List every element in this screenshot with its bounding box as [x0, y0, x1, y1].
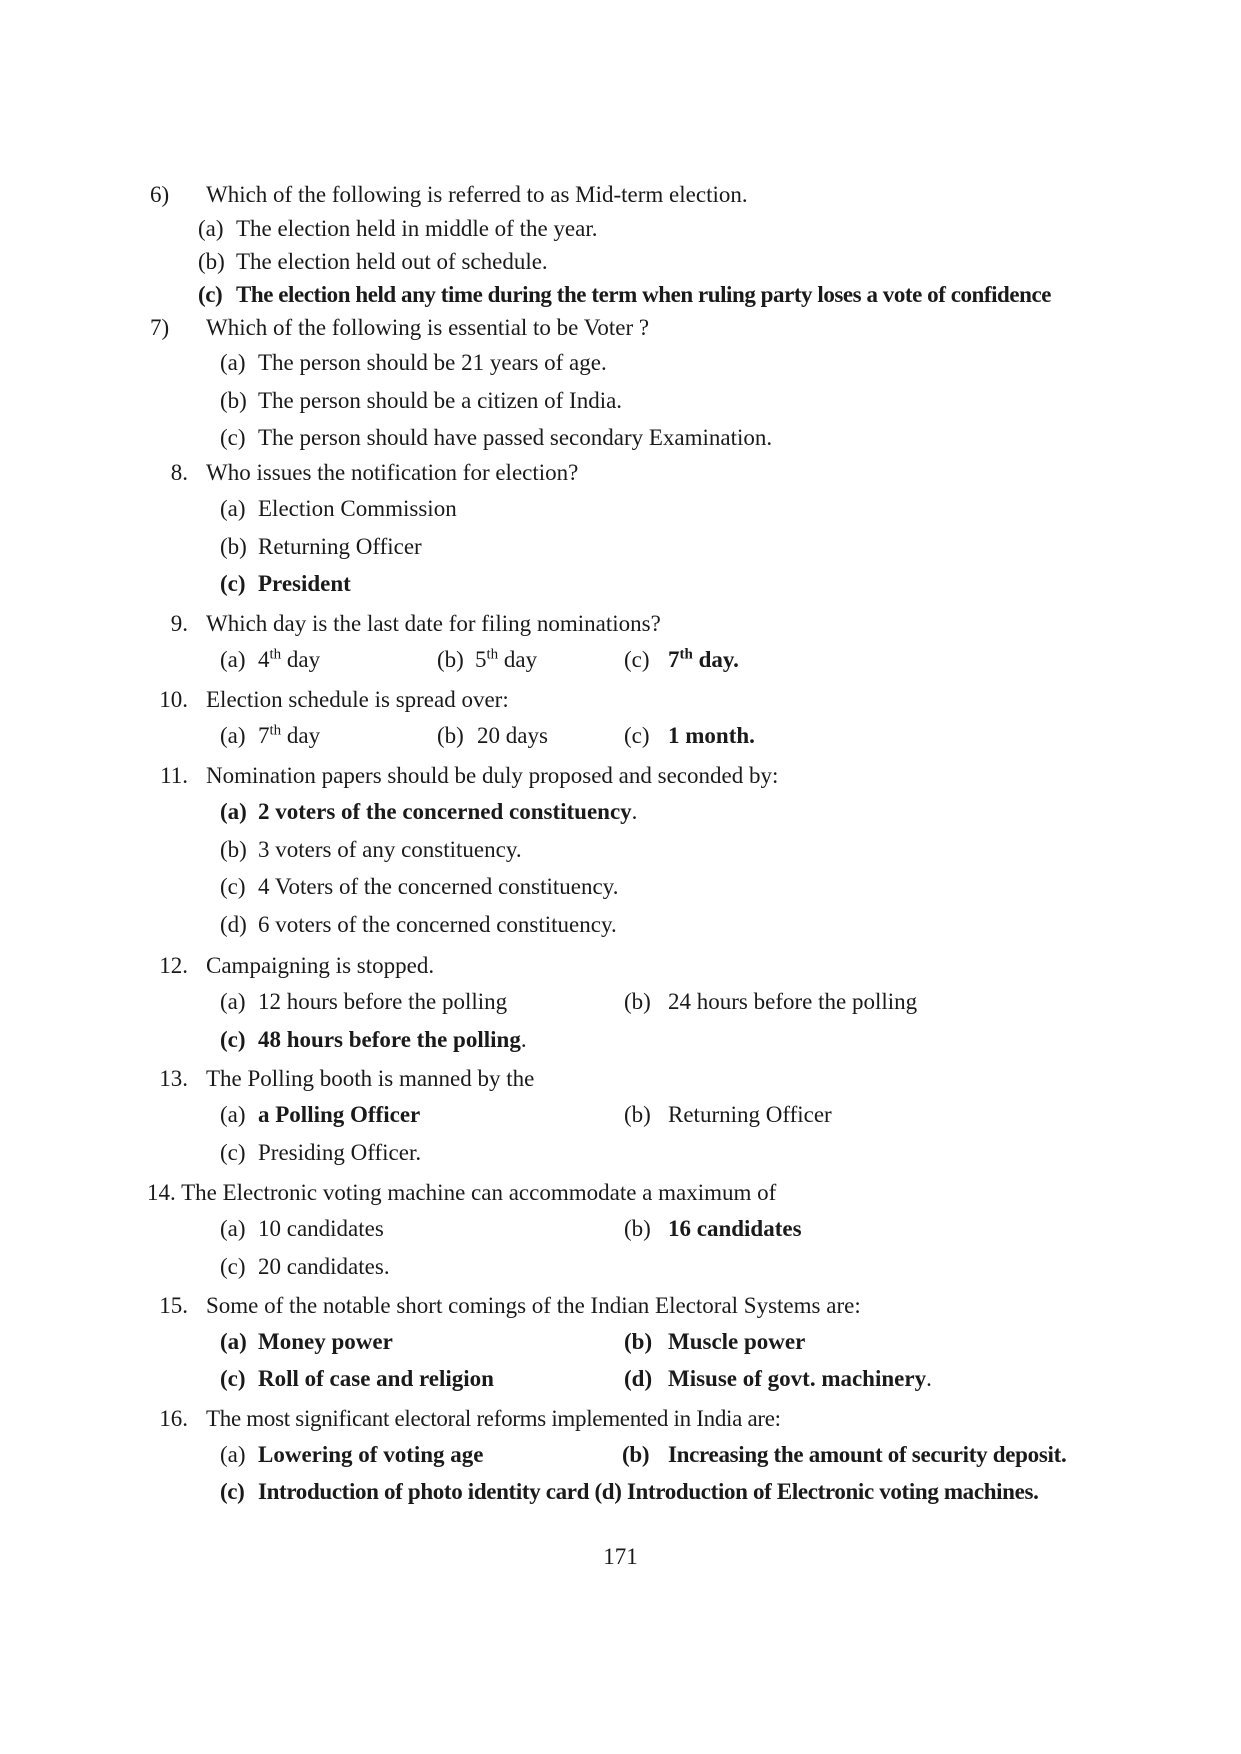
option-a: (a) The person should be 21 years of age.: [220, 350, 607, 375]
question-number: 13.: [159, 1066, 188, 1091]
question-number: 6): [150, 182, 170, 207]
option-c: (c) Roll of case and religion: [220, 1366, 494, 1391]
option-d: (d) 6 voters of the concerned constituency.: [220, 912, 617, 937]
option-d: (d) Misuse of govt. machinery.: [624, 1366, 932, 1391]
question-number: 11.: [160, 763, 188, 788]
option-c: (c) Presiding Officer.: [220, 1140, 422, 1165]
option-c: (c) 4 Voters of the concerned constituency.: [220, 874, 619, 899]
option-b: (b) 3 voters of any constituency.: [220, 837, 522, 862]
option-a: (a) a Polling Officer: [220, 1102, 421, 1127]
question-text: 14. The Electronic voting machine can accommodate a maximum of: [147, 1180, 777, 1205]
question-text: Some of the notable short comings of the Indian Electoral Systems are:: [206, 1293, 861, 1318]
option-a: (a) Money power: [220, 1329, 393, 1354]
option-a: (a) The election held in middle of the year.: [198, 216, 598, 241]
question-7: [0, 311, 1241, 345]
question-number: 16.: [159, 1406, 188, 1431]
option-c: (c) 48 hours before the polling.: [220, 1027, 527, 1052]
question-number: 15.: [159, 1293, 188, 1318]
option-c: (c) President: [220, 571, 351, 596]
question-text: The Polling booth is manned by the: [206, 1066, 535, 1091]
question-number: 10.: [159, 687, 188, 712]
question-11: [0, 759, 1241, 793]
option-c: (c) 20 candidates.: [220, 1254, 390, 1279]
option-c: (c) 7th day.: [624, 646, 739, 672]
question-text: Nomination papers should be duly proposed and seconded by:: [206, 763, 779, 788]
option-a: (a) Lowering of voting age: [220, 1442, 484, 1467]
option-c: (c) 1 month.: [624, 723, 755, 748]
question-text: Election schedule is spread over:: [206, 687, 509, 712]
option-c: (c) The person should have passed secondary Examination.: [220, 425, 773, 450]
option-c-d: (c) Introduction of photo identity card (d) Introduction of Electronic voting machines.: [220, 1479, 1039, 1504]
option-b: (b) 20 days: [437, 723, 548, 748]
question-16: [0, 1402, 1241, 1436]
option-a: (a) 4th day: [220, 646, 321, 672]
option-b: (b) Muscle power: [624, 1329, 806, 1354]
question-text: Which day is the last date for filing nominations?: [206, 611, 661, 636]
option-a: (a) Election Commission: [220, 496, 457, 521]
option-b: (b) 16 candidates: [624, 1216, 802, 1241]
question-number: 8.: [170, 460, 188, 485]
question-8: [0, 456, 1241, 490]
question-9: [0, 607, 1241, 641]
page-number: 171: [603, 1544, 638, 1569]
question-number: 9.: [170, 611, 188, 636]
option-a: (a) 10 candidates: [220, 1216, 384, 1241]
question-6: [0, 178, 1241, 212]
option-b: (b) 24 hours before the polling: [624, 989, 918, 1014]
question-text: Campaigning is stopped.: [206, 953, 435, 978]
question-text: Which of the following is referred to as Mid-term election.: [206, 182, 748, 207]
question-10: [0, 683, 1241, 717]
option-a: (a) 12 hours before the polling: [220, 989, 508, 1014]
option-a: (a) 7th day: [220, 722, 321, 748]
option-a: (a) 2 voters of the concerned constituency.: [220, 799, 638, 824]
option-b: (b) Returning Officer: [624, 1102, 832, 1127]
question-text: Who issues the notification for election?: [206, 460, 579, 485]
question-14: [0, 1176, 1241, 1210]
question-12: [0, 949, 1241, 983]
question-number: 12.: [159, 953, 188, 978]
option-b: (b) 5th day: [437, 646, 538, 672]
option-b: (b) Returning Officer: [220, 534, 422, 559]
option-c: (c) The election held any time during the term when ruling party loses a vote of confidence: [198, 282, 1051, 307]
question-13: [0, 1062, 1241, 1096]
question-text: The most significant electoral reforms implemented in India are:: [206, 1406, 781, 1431]
question-number: 7): [150, 315, 170, 340]
option-b: (b) Increasing the amount of security deposit.: [622, 1442, 1067, 1467]
option-b: (b) The person should be a citizen of India.: [220, 388, 623, 413]
option-b: (b) The election held out of schedule.: [198, 249, 548, 274]
question-15: [0, 1289, 1241, 1323]
question-text: Which of the following is essential to be Voter ?: [206, 315, 650, 340]
